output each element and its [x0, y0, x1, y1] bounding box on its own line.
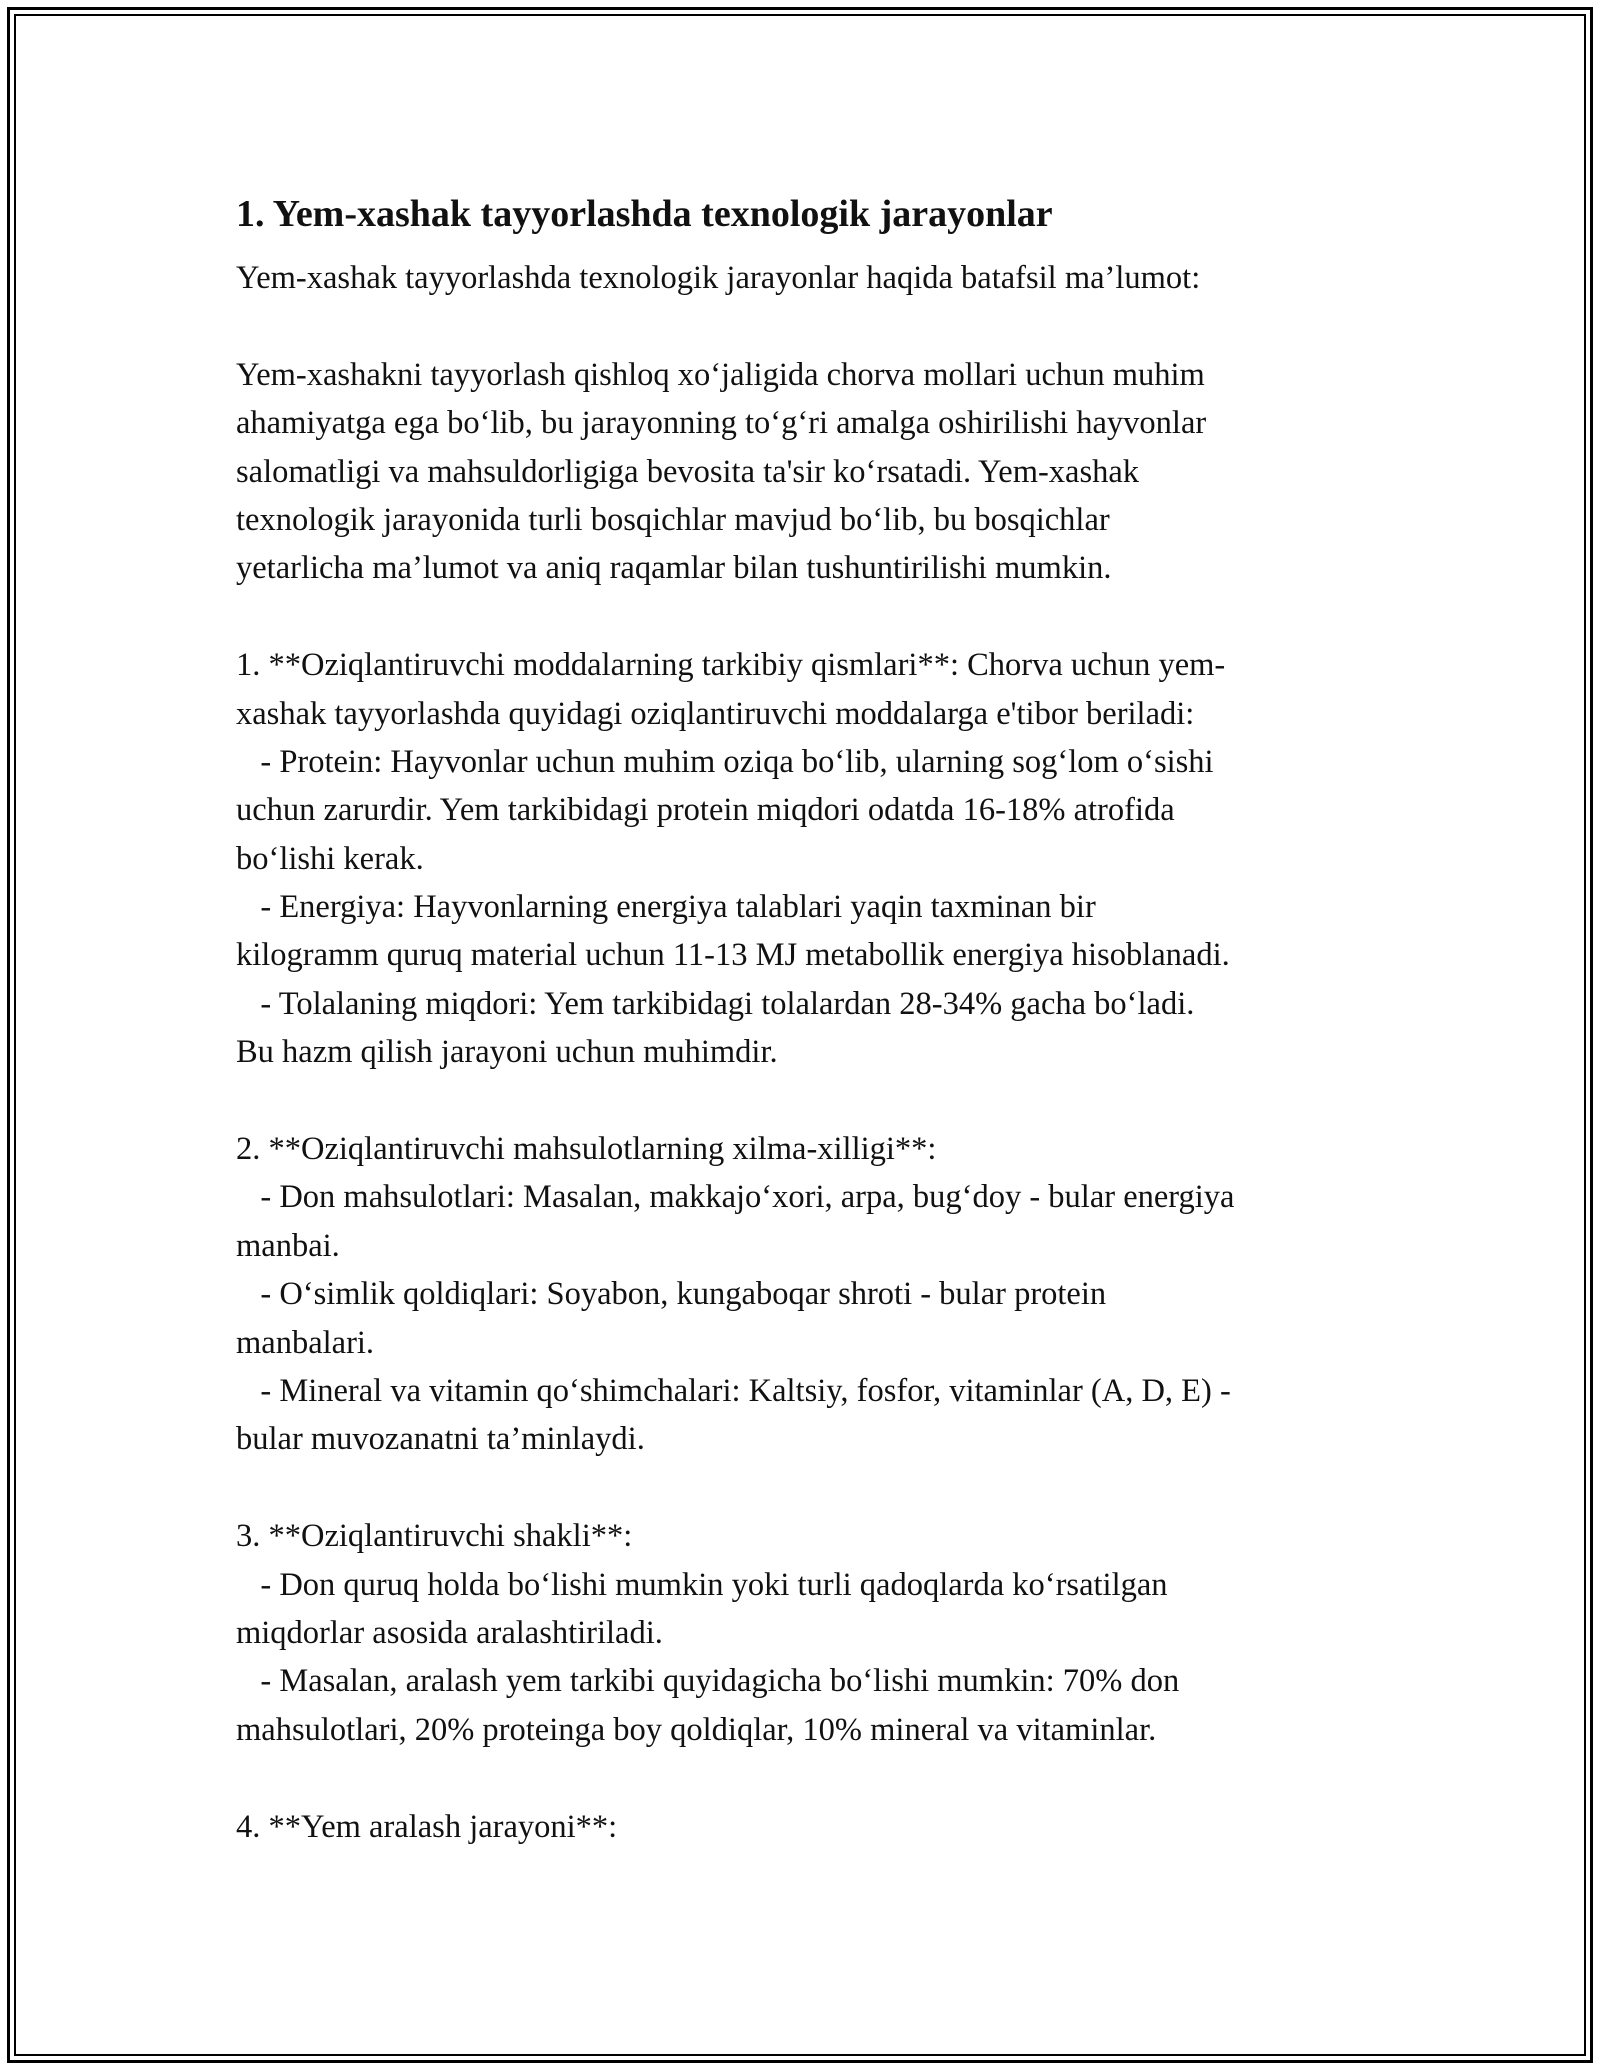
text-line: xashak tayyorlashda quyidagi oziqlantiruvchi moddalarga e'tibor beriladi: — [236, 695, 1195, 732]
list-item-line: - Protein: Hayvonlar uchun muhim oziqa bo‘lib, ularning sog‘lom o‘sishi — [236, 743, 1214, 780]
text-line: bular muvozanatni ta’minlaydi. — [236, 1421, 645, 1458]
list-item-line: - Don quruq holda bo‘lishi mumkin yoki turli qadoqlarda ko‘rsatilgan — [236, 1566, 1168, 1603]
list-item-line: - Mineral va vitamin qo‘shimchalari: Kaltsiy, fosfor, vitaminlar (A, D, E) - — [236, 1372, 1231, 1409]
section-heading: 1. **Oziqlantiruvchi moddalarning tarkibiy qismlari**: Chorva uchun yem- — [236, 647, 1226, 684]
text-line: manbai. — [236, 1227, 340, 1264]
text-line: salomatligi va mahsuldorligiga bevosita ta'sir ko‘rsatadi. Yem-xashak — [236, 453, 1140, 490]
paragraph-gap — [236, 1754, 1386, 1802]
text-line: kilogramm quruq material uchun 11-13 MJ metabollik energiya hisoblanadi. — [236, 937, 1230, 974]
text-line: ahamiyatga ega bo‘lib, bu jarayonning to‘g‘ri amalga oshirilishi hayvonlar — [236, 405, 1207, 442]
section-2 — [236, 1125, 1386, 1464]
text-line: uchun zarurdir. Yem tarkibidagi protein miqdori odatda 16-18% atrofida — [236, 792, 1175, 829]
list-item-line: - Tolalaning miqdori: Yem tarkibidagi tolalardan 28-34% gacha bo‘ladi. — [236, 985, 1195, 1022]
section-4 — [236, 1803, 1386, 1851]
document-title: 1. Yem-xashak tayyorlashda texnologik jarayonlar — [236, 193, 1053, 235]
intro-line: Yem-xashak tayyorlashda texnologik jarayonlar haqida batafsil ma’lumot: — [236, 260, 1201, 296]
section-heading: 4. **Yem aralash jarayoni**: — [236, 1808, 618, 1845]
text-line: manbalari. — [236, 1324, 375, 1361]
text-line: yetarlicha ma’lumot va aniq raqamlar bilan tushuntirilishi mumkin. — [236, 550, 1112, 587]
list-item-line: - O‘simlik qoldiqlari: Soyabon, kungaboqar shroti - bular protein — [236, 1276, 1107, 1313]
text-line: Bu hazm qilish jarayoni uchun muhimdir. — [236, 1034, 778, 1071]
intro-paragraph — [236, 351, 1386, 593]
text-line: Yem-xashakni tayyorlash qishloq xo‘jaligida chorva mollari uchun muhim — [236, 356, 1205, 393]
section-heading: 3. **Oziqlantiruvchi shakli**: — [236, 1518, 633, 1555]
section-heading: 2. **Oziqlantiruvchi mahsulotlarning xilma-xilligi**: — [236, 1131, 937, 1168]
document-page — [236, 188, 1386, 1851]
paragraph-gap — [236, 1077, 1386, 1125]
list-item-line: - Energiya: Hayvonlarning energiya talablari yaqin taxminan bir — [236, 889, 1096, 926]
paragraph-gap — [236, 302, 1386, 350]
text-line: texnologik jarayonida turli bosqichlar mavjud bo‘lib, bu bosqichlar — [236, 501, 1110, 538]
section-1 — [236, 641, 1386, 1077]
paragraph-gap — [236, 593, 1386, 641]
text-line: mahsulotlari, 20% proteinga boy qoldiqlar, 10% mineral va vitaminlar. — [236, 1711, 1157, 1748]
list-item-line: - Don mahsulotlari: Masalan, makkajo‘xori, arpa, bug‘doy - bular energiya — [236, 1179, 1235, 1216]
section-3 — [236, 1512, 1386, 1754]
paragraph-gap — [236, 1464, 1386, 1512]
list-item-line: - Masalan, aralash yem tarkibi quyidagicha bo‘lishi mumkin: 70% don — [236, 1663, 1180, 1700]
text-line: miqdorlar asosida aralashtiriladi. — [236, 1614, 663, 1651]
text-line: bo‘lishi kerak. — [236, 840, 424, 877]
